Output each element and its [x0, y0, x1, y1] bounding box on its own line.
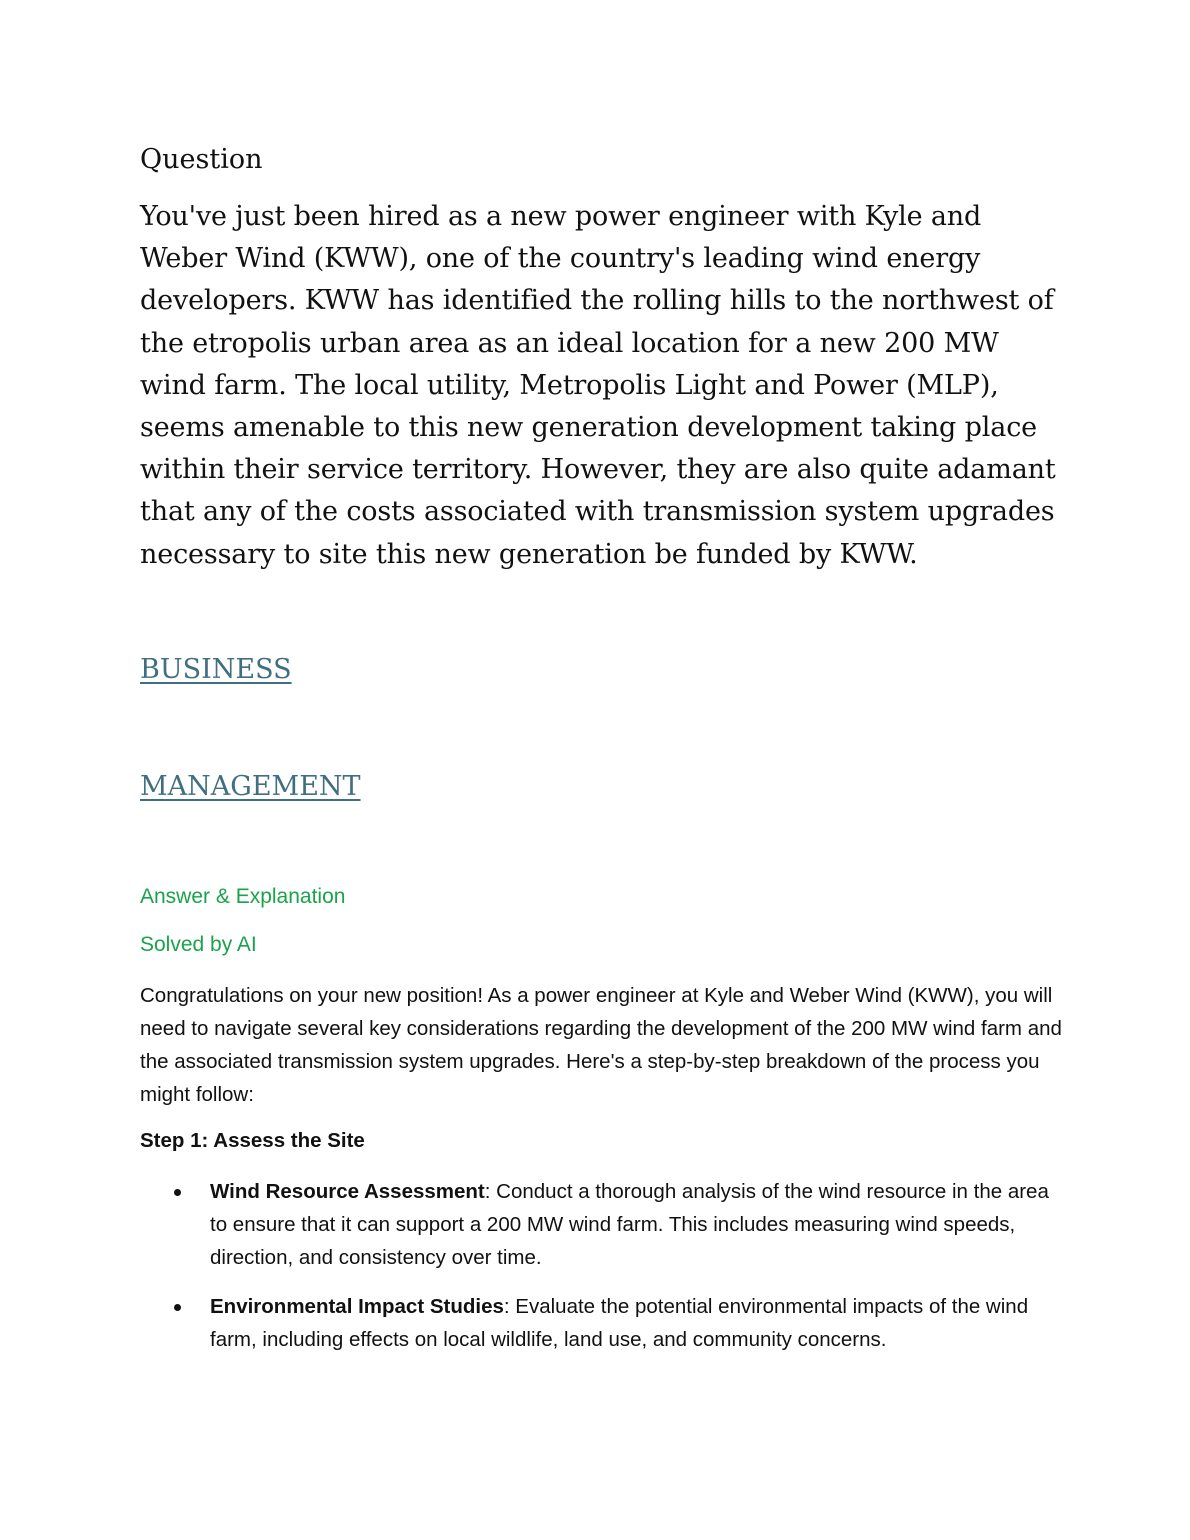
- list-item-term: Wind Resource Assessment: [210, 1180, 485, 1203]
- list-item-term: Environmental Impact Studies: [210, 1295, 504, 1318]
- step-1-list: [140, 1175, 1060, 1372]
- answer-intro: Congratulations on your new position! As a power engineer at Kyle and Weber Wind (KWW), you will need to navigate several key considerations regarding the development of the 200 MW wind farm and the associated transmission system upgrades. Here's a step-by-step breakdown of the process you might follow:: [140, 984, 1062, 1106]
- list-item: [140, 1290, 1060, 1356]
- question-label: Question: [140, 144, 263, 175]
- management-link[interactable]: MANAGEMENT: [140, 771, 361, 802]
- business-link[interactable]: BUSINESS: [140, 654, 292, 685]
- question-body: You've just been hired as a new power engineer with Kyle and Weber Wind (KWW), one of the country's leading wind energy developers. KWW has identified the rolling hills to the northwest of the etropolis urban area as an ideal location for a new 200 MW wind farm. The local utility, Metropolis Light and Power (MLP), seems amenable to this new generation development taking place within their service territory. However, they are also quite adamant that any of the costs associated with transmission system upgrades necessary to site this new generation be funded by KWW.: [140, 201, 1056, 570]
- list-item: [140, 1175, 1060, 1274]
- list-item-text: : Evaluate the potential environmental impacts of the wind farm, including effects on local wildlife, land use, and community concerns.: [210, 1295, 1029, 1351]
- step-1-heading: Step 1: Assess the Site: [140, 1129, 365, 1152]
- bullet-icon: [174, 1304, 181, 1311]
- bullet-icon: [174, 1189, 181, 1196]
- solved-by-ai-label: Solved by AI: [140, 933, 257, 956]
- list-item-text: : Conduct a thorough analysis of the wind resource in the area to ensure that it can support a 200 MW wind farm. This includes measuring wind speeds, direction, and consistency over time.: [210, 1180, 1049, 1269]
- answer-explanation-label: Answer & Explanation: [140, 885, 346, 908]
